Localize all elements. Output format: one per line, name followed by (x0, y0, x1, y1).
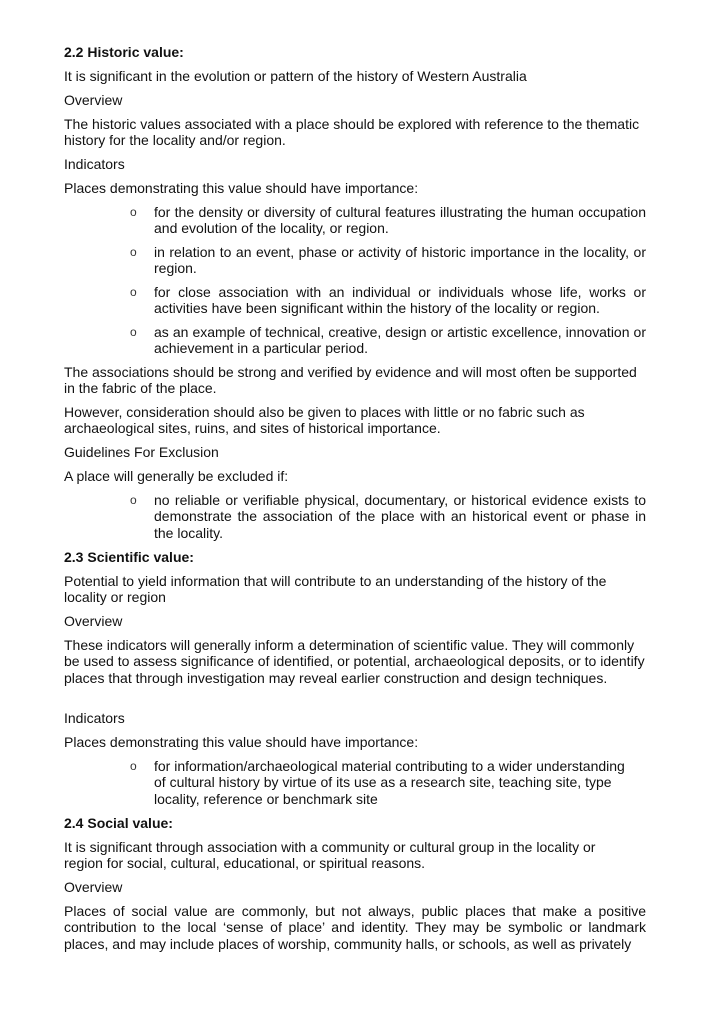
social-statement: It is significant through association with a community or cultural group in the locality or region for social, cultural, educational, or spiritual reasons. (64, 839, 596, 872)
historic-statement: It is significant in the evolution or pattern of the history of Western Australia (64, 68, 527, 84)
historic-exclusion-label: Guidelines For Exclusion (64, 444, 219, 460)
scientific-overview-text: These indicators will generally inform a determination of scientific value. They will commonly be used to assess significance of identified, or potential, archaeological deposits, or to identify places that through investigation may reveal earlier construction and design techniques. (64, 637, 645, 686)
list-item-text: no reliable or verifiable physical, documentary, or historical evidence exists to demonstrate the association of the place with an historical event or phase in the locality. (154, 492, 646, 541)
list-item-text: in relation to an event, phase or activity of historic importance in the locality, or region. (154, 244, 646, 277)
bullet-circle-icon: o (130, 285, 137, 299)
list-item-text: for close association with an individual or individuals whose life, works or activities have been significant within the history of the locality or region. (154, 284, 646, 317)
scientific-statement: Potential to yield information that will contribute to an understanding of the history of the locality or region (64, 573, 607, 606)
bullet-circle-icon: o (130, 205, 137, 219)
historic-indicators-label: Indicators (64, 156, 125, 172)
list-item-text: as an example of technical, creative, design or artistic excellence, innovation or achievement in a particular period. (154, 324, 646, 357)
social-overview-label: Overview (64, 879, 123, 895)
bullet-circle-icon: o (130, 493, 137, 507)
section-heading-historic: 2.2 Historic value: (64, 44, 184, 60)
historic-overview-text: The historic values associated with a place should be explored with reference to the thematic history for the locality and/or region. (64, 116, 640, 149)
bullet-circle-icon: o (130, 325, 137, 339)
scientific-indicators-intro: Places demonstrating this value should have importance: (64, 734, 419, 750)
historic-associations-text: The associations should be strong and verified by evidence and will most often be supported in the fabric of the place. (64, 364, 637, 397)
list-item-text: for information/archaeological material contributing to a wider understanding of cultural history by virtue of its use as a research site, teaching site, type locality, reference or benchmark site (154, 758, 625, 807)
historic-however-text: However, consideration should also be given to places with little or no fabric such as archaeological sites, ruins, and sites of historical importance. (64, 404, 585, 437)
bullet-circle-icon: o (130, 759, 137, 773)
social-overview-text: Places of social value are commonly, but not always, public places that make a positive contribution to the local ‘sense of place’ and identity. They may be symbolic or landmark places, and may include places of worship, community halls, or schools, as well as privately (64, 903, 646, 952)
list-item-text: for the density or diversity of cultural features illustrating the human occupation and evolution of the locality, or region. (154, 204, 646, 237)
scientific-overview-label: Overview (64, 613, 123, 629)
bullet-circle-icon: o (130, 245, 137, 259)
historic-exclusion-intro: A place will generally be excluded if: (64, 468, 289, 484)
historic-overview-label: Overview (64, 92, 123, 108)
historic-indicators-intro: Places demonstrating this value should have importance: (64, 180, 419, 196)
scientific-indicators-label: Indicators (64, 710, 125, 726)
section-heading-social: 2.4 Social value: (64, 815, 173, 831)
section-heading-scientific: 2.3 Scientific value: (64, 549, 194, 565)
